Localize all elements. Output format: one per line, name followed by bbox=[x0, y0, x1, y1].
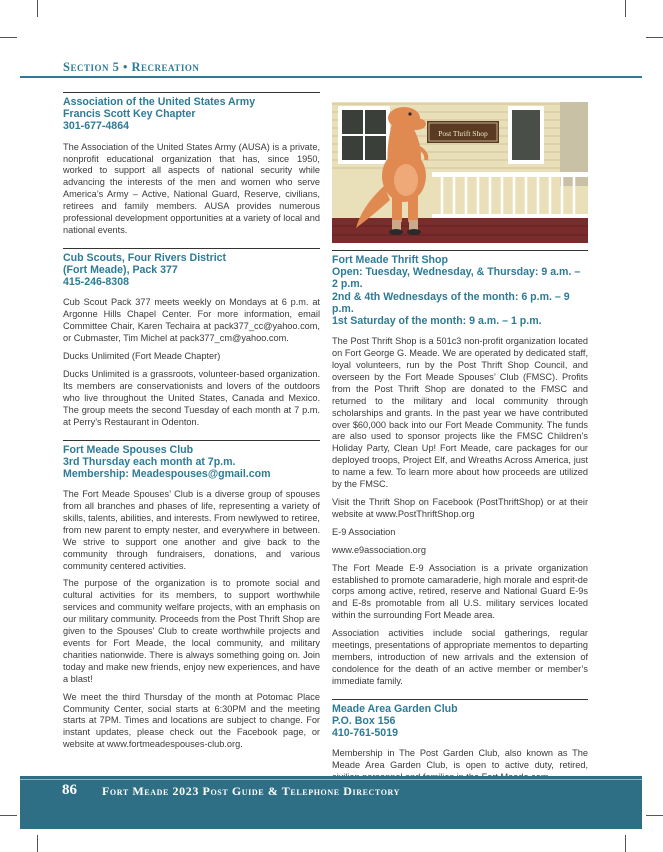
crop-mark bbox=[646, 37, 663, 38]
crop-mark bbox=[37, 835, 38, 852]
entry-paragraph: The purpose of the organization is to promote social and cultural activities for its members, to support worthwhile services and community welfare projects, with an emphasis on our military community. Proceeds from the Post Thrift Shop are given to the Spouses’ Club to create worthwhile projects and events for Fort Meade, the local community, and military charities nationwide. There is always something going on. Join today and make new friends, enjoy new experiences, and have a blast! bbox=[63, 578, 320, 684]
entry-paragraph: Cub Scout Pack 377 meets weekly on Mondays at 6 p.m. at Argonne Hills Chapel Center. For more information, email Committee Chair, Karen Techaira at pack377_cc@yahoo.com, or Cubmaster, Tim Michel at pack377_cm@yahoo.com. bbox=[63, 297, 320, 344]
sign-text: Post Thrift Shop bbox=[438, 129, 488, 138]
ausa-heading bbox=[63, 96, 320, 133]
entry-subtitle: 3rd Thursday each month at 7p.m. bbox=[63, 455, 236, 468]
entry-subtitle: Francis Scott Key Chapter bbox=[63, 108, 196, 121]
cub-scouts-entry bbox=[63, 248, 320, 429]
entry-hours: 2nd & 4th Wednesdays of the month: 6 p.m. – 9 p.m. bbox=[332, 290, 570, 315]
thrift-shop-photo bbox=[332, 96, 588, 243]
entry-hours: 1st Saturday of the month: 9 a.m. – 1 p.m. bbox=[332, 315, 542, 328]
entry-subtitle: (Fort Meade), Pack 377 bbox=[63, 264, 178, 277]
entry-paragraph: Ducks Unlimited is a grassroots, volunteer-based organization. Its members are conservationists and lovers of the outdoors who live throughout the United States, Canada and Mexico. The group meets the second Tuesday of each month at 7 p.m. at Perry’s Restaurant in Odenton. bbox=[63, 369, 320, 427]
entry-paragraph: www.e9association.org bbox=[332, 544, 426, 555]
footer-title: Fort Meade 2023 Post Guide & Telephone Directory bbox=[102, 784, 401, 798]
spouses-club-heading bbox=[63, 444, 320, 481]
entry-title: Meade Area Garden Club bbox=[332, 702, 458, 715]
garden-club-entry bbox=[332, 699, 588, 784]
crop-mark bbox=[646, 815, 663, 816]
spouses-club-entry bbox=[63, 440, 320, 752]
entry-paragraph: Visit the Thrift Shop on Facebook (PostThriftShop) or at their website at www.PostThriftShop.org bbox=[332, 497, 588, 519]
crop-mark bbox=[0, 815, 17, 816]
cub-scouts-heading bbox=[63, 252, 320, 289]
crop-mark bbox=[625, 835, 626, 852]
ausa-entry bbox=[63, 92, 320, 237]
entry-title: Fort Meade Spouses Club bbox=[63, 443, 194, 456]
dinosaur-costume-photo bbox=[332, 96, 588, 243]
entry-paragraph: The Post Thrift Shop is a 501c3 non-profit organization located on Fort George G. Meade. We are operated by dedicated staff, loyal volunteers, run by the Post Thrift Shop Council, and overseen by the Fort Meade Spouses’ Club (FMSC). Profits from the Post Thrift Shop are donated to the FMSC and returned to the military and local community through scholarships and grants. In the past year we have contributed over $60,000 back into our Fort Meade Community. The funds are also used to sponsor projects like the FMSC Children’s Holiday Party, Clean Up! Fort Meade, care packages for our deployed troops, Project Elf, and Wreaths Across America, just to name a few. To learn more about how proceeds are utilized by the FMSC. bbox=[332, 336, 588, 490]
crop-mark bbox=[0, 37, 17, 38]
entry-paragraph: Membership in The Post Garden Club, also known as The Meade Area Garden Club, is open to active duty, retired, bbox=[332, 748, 588, 771]
left-column bbox=[63, 92, 320, 751]
section-rule bbox=[20, 76, 642, 78]
entry-paragraph: Ducks Unlimited (Fort Meade Chapter) bbox=[63, 351, 221, 362]
entry-phone: 415-246-8308 bbox=[63, 276, 129, 289]
page-number: 86 bbox=[62, 782, 77, 798]
entry-title: Cub Scouts, Four Rivers District bbox=[63, 251, 227, 264]
entry-paragraph: The Fort Meade E-9 Association is a private organization established to promote camaraderie, high morale and esprit-de corps among active, retired, reserve and National Guard E-9s and E-8s promotable from all U.S. military services located within the surrounding Fort Meade area. bbox=[332, 562, 588, 621]
entry-title: Fort Meade Thrift Shop bbox=[332, 254, 448, 266]
entry-paragraph: Association activities include social gatherings, regular meetings, presentations of appropriate mementos to departing members, introduction of new arrivals and the extension of condolence for the death of an active member or member’s immediate family. bbox=[332, 628, 588, 686]
entry-paragraph: We meet the third Thursday of the month at Potomac Place Community Center, social starts at 6:30PM and the meeting starts at 7PM. Times and locations are subject to change. For instant updates, please check out the Facebook page, or website at www.fortmeadespouses-club.org. bbox=[63, 691, 320, 750]
crop-mark bbox=[37, 0, 38, 17]
entry-phone: 301-677-4864 bbox=[63, 120, 129, 133]
entry-email: Membership: Meadespouses@gmail.com bbox=[63, 467, 271, 480]
garden-club-heading bbox=[332, 703, 588, 740]
entry-hours: Open: Tuesday, Wednesday, & Thursday: 9 a.m. – 2 p.m. bbox=[332, 266, 581, 291]
section-header: Section 5 • Recreation bbox=[63, 60, 200, 74]
right-column bbox=[332, 96, 588, 784]
crop-mark bbox=[625, 0, 626, 17]
entry-title: Association of the United States Army bbox=[63, 96, 256, 108]
footer-rule bbox=[20, 779, 642, 780]
page-footer bbox=[20, 776, 642, 829]
entry-paragraph: E-9 Association bbox=[332, 526, 396, 537]
entry-address: P.O. Box 156 bbox=[332, 714, 396, 727]
entry-paragraph: The Association of the United States Army (AUSA) is a private, nonprofit educational organization that has, since 1950, worked to support all aspects of national security while advancing the interests of the men and women who serve America’s Army – Active, National Guard, Reserve, civilians, retirees and family members. AUSA provides numerous professional development opportunities at a variety of local and national events. bbox=[63, 141, 320, 235]
entry-paragraph: The Fort Meade Spouses’ Club is a diverse group of spouses from all branches and phases of life, representing a variety of skills, talents, abilities, and interests. From newlywed to retiree, from new parent to empty nester, and everywhere in between. We strive to support one another and give back to the community through fundraisers, donations, and various community centered activities. bbox=[63, 489, 320, 571]
thrift-shop-entry bbox=[332, 250, 588, 688]
entry-phone: 410-761-5019 bbox=[332, 727, 398, 740]
thrift-shop-heading bbox=[332, 254, 588, 327]
